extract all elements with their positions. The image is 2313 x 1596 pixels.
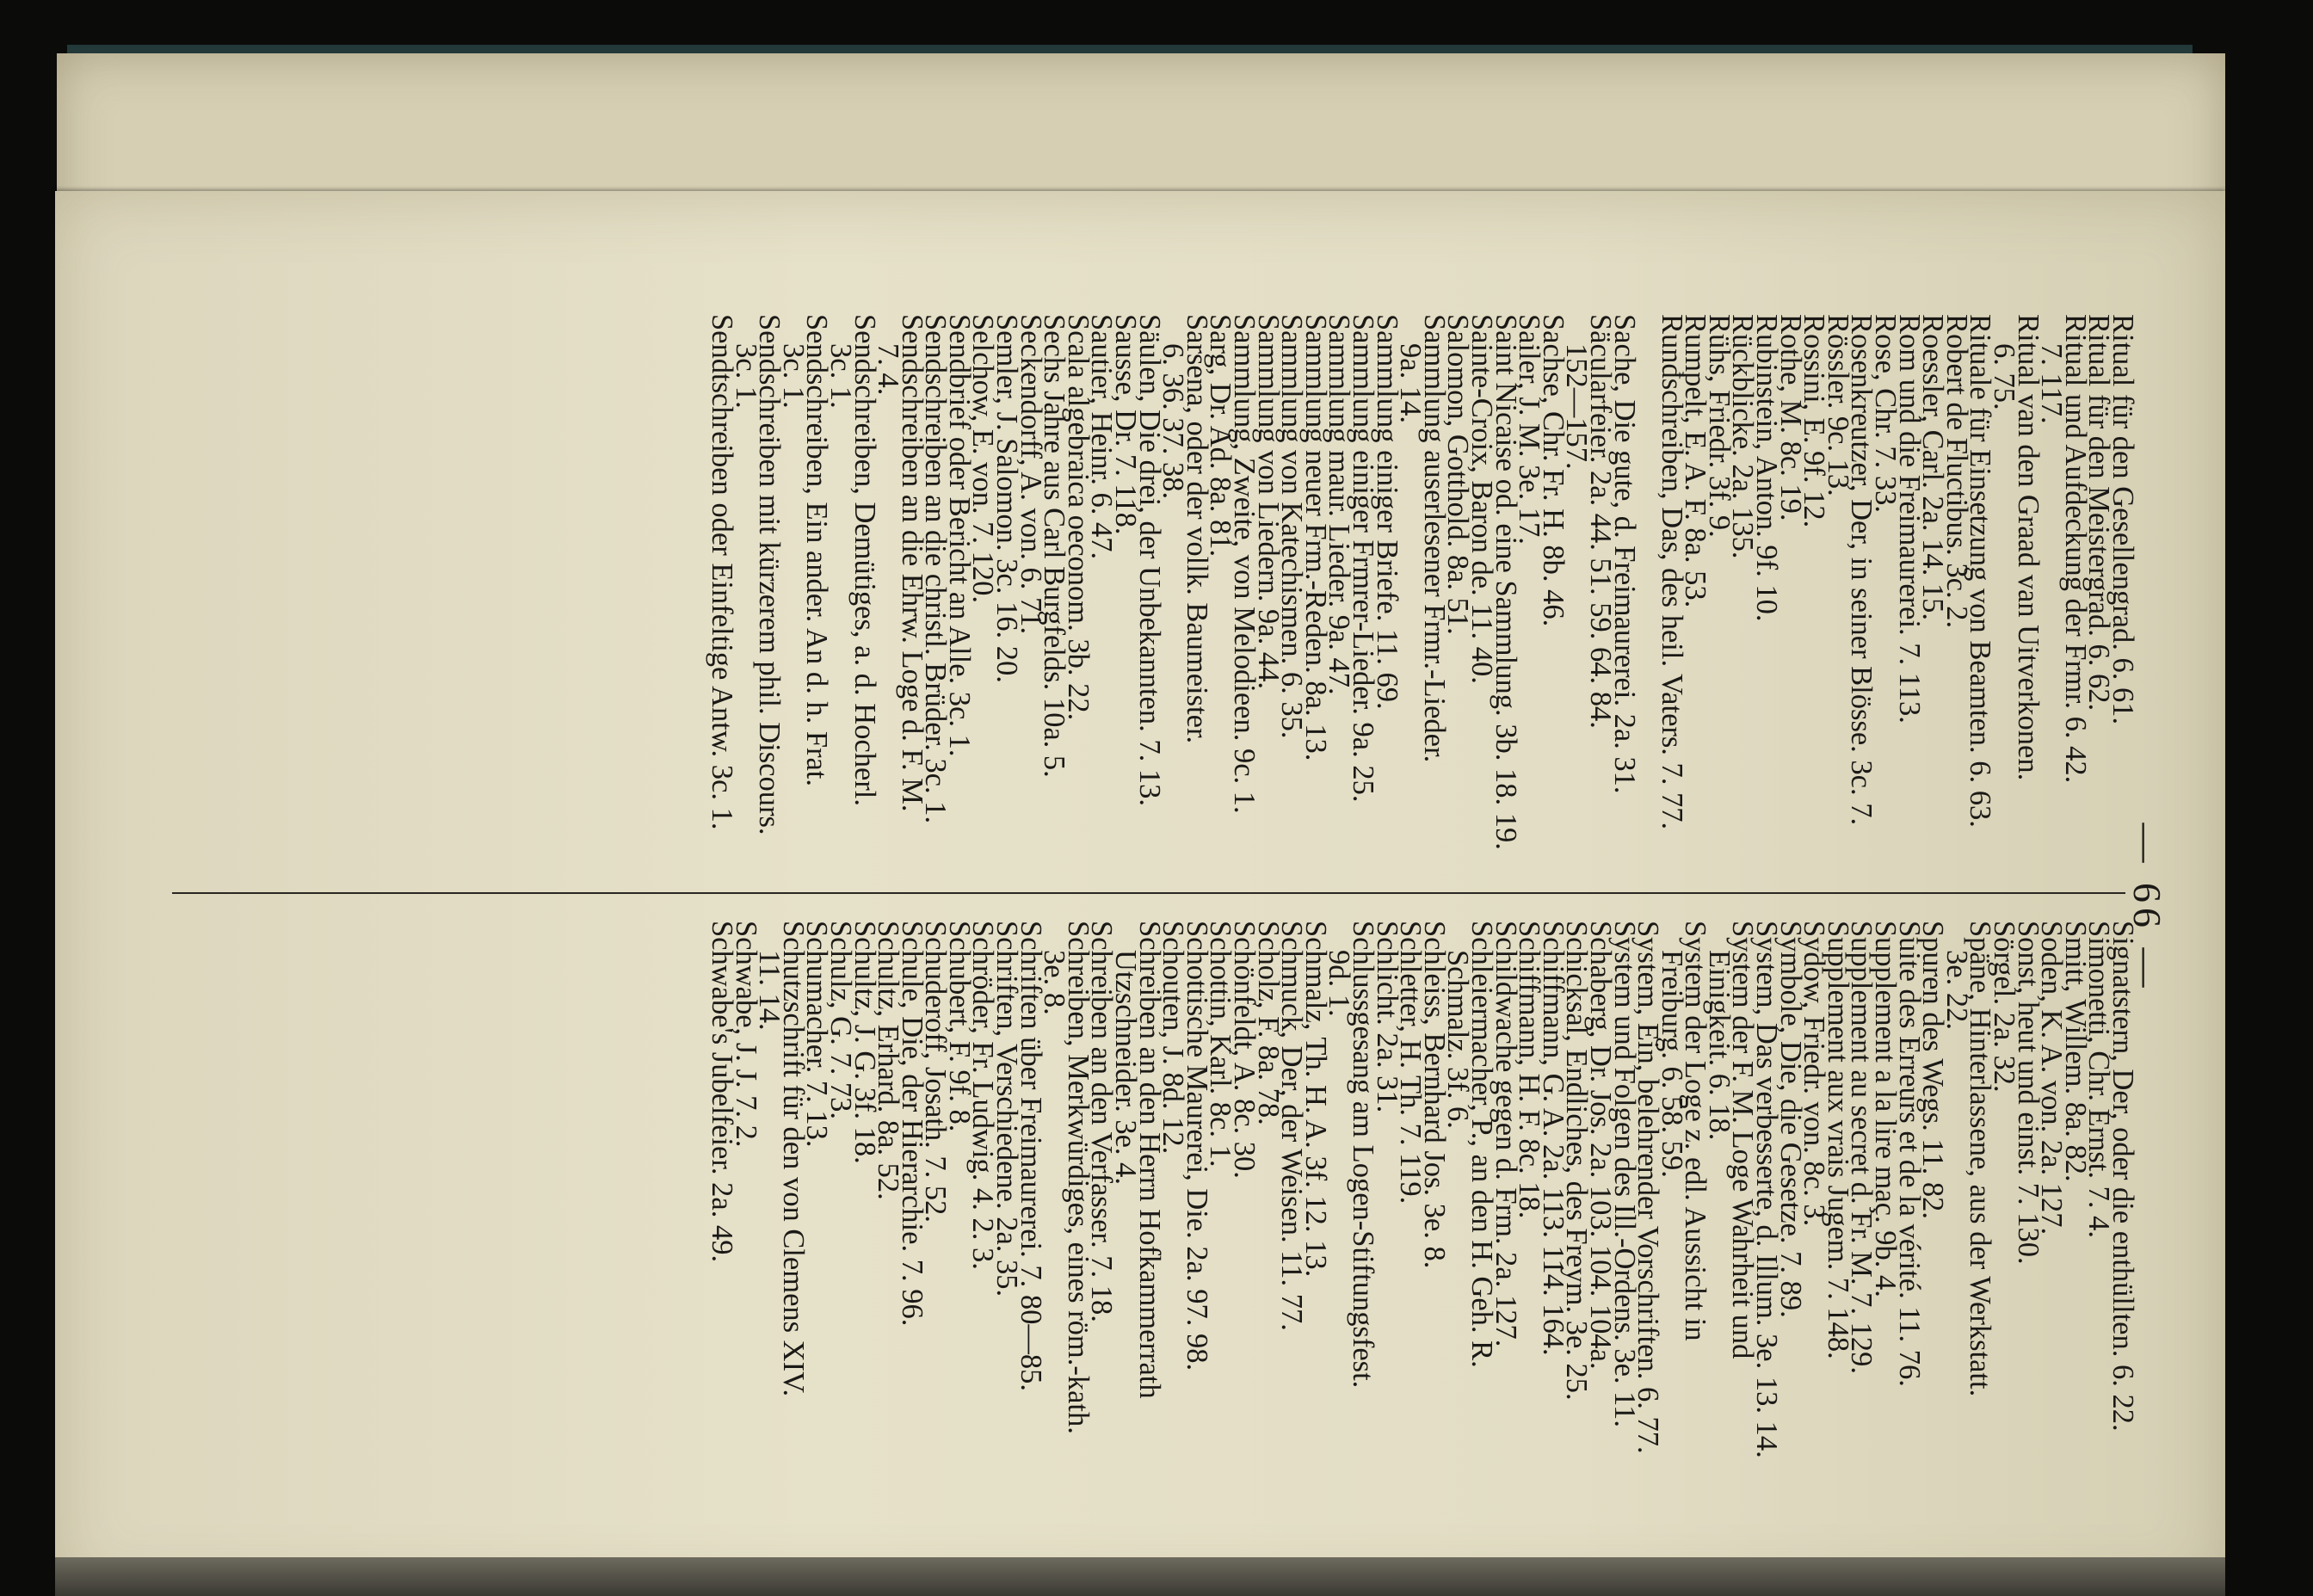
index-entry: Scala algebraica oeconom. 3b. 22. bbox=[1061, 314, 1095, 721]
index-entry: 11. 14. bbox=[753, 950, 786, 1031]
index-entry: Ritual van den Graad van Uitverkonen. bbox=[2011, 314, 2045, 781]
index-column-left bbox=[705, 314, 2139, 873]
index-entry: Sendtschreiben oder Einfeltige Antw. 3c. 1. bbox=[705, 314, 738, 830]
index-entry: Supplement a la lire maç. 9b. 4. bbox=[1869, 921, 1903, 1297]
index-entry: 3e. 22. bbox=[1940, 950, 1973, 1030]
index-entry: Schuderoff, Josath. 7. 52. bbox=[919, 921, 953, 1223]
index-entry: 7. 117. bbox=[2035, 343, 2069, 424]
index-entry: Rundschreiben, Das, des heil. Vaters. 7. 77. bbox=[1655, 314, 1688, 830]
index-entry: Simonetti, Chr. Ernst. 7. 4. bbox=[2082, 921, 2116, 1238]
index-entry: Sarsena, oder der vollk. Baumeister. bbox=[1180, 314, 1213, 744]
index-entry: 3e. 8. bbox=[1038, 950, 1071, 1015]
index-entry: Spuren des Wegs. 11. 82. bbox=[1916, 921, 1950, 1219]
page-bottom-edge bbox=[55, 1557, 2225, 1596]
index-entry: 3c. 1. bbox=[776, 343, 810, 409]
index-entry: 9a. 14. bbox=[1394, 343, 1428, 423]
index-entry: Schlussgesang am Logen-Stiftungsfest. bbox=[1347, 921, 1379, 1389]
index-entry: System und Folgen des Ill.-Ordens. 3e. 11. bbox=[1607, 921, 1641, 1427]
index-entry: 9d. 1. bbox=[1323, 950, 1356, 1017]
index-entry: Schleiss, Bernhard Jos. 3e. 8. bbox=[1417, 921, 1451, 1269]
index-entry: Rosenkreutzer, Der, in seiner Blösse. 3c. 7. bbox=[1845, 314, 1878, 826]
index-entry: Einigkeit. 6. 18. bbox=[1702, 950, 1736, 1141]
index-entry: Schumacher. 7. 13. bbox=[800, 921, 834, 1148]
column-divider bbox=[172, 892, 2125, 894]
index-entry: Ritual für den Meistergrad. 6. 62. bbox=[2082, 314, 2116, 712]
index-entry: Sammlung, Zweite, von Melodieen. 9c. 1. bbox=[1228, 314, 1261, 814]
index-entry: Schreiben an den Verfasser. 7. 18. bbox=[1085, 921, 1119, 1322]
index-entry: Sammlung von Liedern. 9a. 44. bbox=[1251, 314, 1285, 689]
index-entry: Schwabe, J. J. 7. 2. bbox=[729, 921, 762, 1148]
index-entry: Schleiermacher, P., an den H. Geh. R. bbox=[1465, 921, 1498, 1368]
index-entry: Supplement aux vrais Jugem. 7. 148. bbox=[1821, 921, 1854, 1359]
index-entry: 3c. 1. bbox=[729, 343, 762, 409]
index-entry: Rossini, E. 9f. 12. bbox=[1798, 314, 1831, 528]
index-entry: Saint Nicaise od. eine Sammlung. 3b. 18. 19. bbox=[1489, 314, 1522, 850]
index-entry: Freiburg. 6. 58. 59. bbox=[1655, 950, 1688, 1178]
index-entry: System der Loge z. edl. Aussicht in bbox=[1679, 921, 1712, 1341]
index-entry: Schultz, Erhard. 8a. 52. bbox=[872, 921, 905, 1200]
index-entry: System der F. M. Loge Wahrheit und bbox=[1726, 921, 1760, 1359]
index-entry: 3c. 1. bbox=[823, 343, 857, 409]
index-entry: Sailer, J. M. 3e. 17. bbox=[1513, 314, 1546, 545]
index-entry: Späne, Hinterlassene, aus der Werkstatt. bbox=[1964, 921, 1997, 1397]
index-entry: Schönfeldt, A. 8c. 30. bbox=[1228, 921, 1261, 1179]
index-entry: Sendschreiben an die Ehrw. Loge d. F. M. bbox=[895, 314, 928, 812]
index-entry: Schiffmann, G. A. 2a. 113. 114. 164. bbox=[1536, 921, 1570, 1356]
index-entry: Schutzschrift für den von Clemens XIV. bbox=[776, 921, 810, 1397]
index-entry: Sammlung einiger Briefe. 11. 69. bbox=[1370, 314, 1403, 710]
index-entry: Smitt, Willem. 8a. 82. bbox=[2058, 921, 2092, 1182]
index-entry: Schottische Maurerei, Die. 2a. 97. 98. bbox=[1180, 921, 1213, 1371]
index-entry: 6. 36. 37. 38. bbox=[1156, 343, 1190, 500]
index-entry: Suite des Erreurs et de la vérité. 11. 76. bbox=[1892, 921, 1926, 1387]
index-entry: Schlicht. 2a. 31. bbox=[1370, 921, 1403, 1113]
index-entry: Schicksal, Endliches, des Freym. 3e. 25. bbox=[1560, 921, 1594, 1401]
index-entry: Rumpelt, E. A. F. 8a. 53. bbox=[1679, 314, 1712, 608]
index-entry: Schriften über Freimaurerei. 7. 80—85. bbox=[1014, 921, 1047, 1392]
index-entry: Schubert, F. 9f. 8. bbox=[942, 921, 976, 1132]
index-entry: Sammlung von Katechismen. 6. 35. bbox=[1275, 314, 1309, 739]
index-entry: Sendschreiben mit kürzerem phil. Discours. bbox=[753, 314, 786, 835]
index-entry: Schwabe's Jubelfeier. 2a. 49. bbox=[705, 921, 738, 1263]
index-entry: Sausse, Dr. 7. 118. bbox=[1109, 314, 1143, 535]
index-entry: Schulz, G. 7. 73. bbox=[823, 921, 857, 1119]
index-entry: 6. 75. bbox=[1988, 343, 2021, 410]
index-entry: Sammlung auserlesener Frmr.-Lieder. bbox=[1417, 314, 1451, 763]
index-entry: Schmuck, Der, der Weisen. 11. 77. bbox=[1275, 921, 1309, 1331]
index-column-right bbox=[705, 921, 2139, 1501]
index-entry: Sautier, Heinr. 6. 47. bbox=[1085, 314, 1119, 560]
index-entry: Schultz, J. G. 3f. 18. bbox=[848, 921, 881, 1164]
index-entry: Sendbrief oder Bericht an Alle. 3c. 1. bbox=[942, 314, 976, 757]
index-entry: Schiffmann, H. F. 8c. 18. bbox=[1513, 921, 1546, 1219]
index-entry: Rose, Chr. 7. 33. bbox=[1869, 314, 1903, 513]
index-entry: Schreiben, Merkwürdiges, eines röm.-kath. bbox=[1061, 921, 1095, 1434]
index-entry: 7. 4. bbox=[872, 343, 905, 396]
index-entry: Schröder, Fr. Ludwig. 4. 2. 3. bbox=[966, 921, 1000, 1270]
index-entry: Sonst, heut und einst. 7. 130. bbox=[2011, 921, 2045, 1265]
index-entry: Schmalz, Th. H. A. 3f. 12. 13. bbox=[1298, 921, 1332, 1278]
index-entry: Schouten, J. 8d. 12. bbox=[1156, 921, 1190, 1155]
index-entry: Schildwache gegen d. Frm. 2a. 127. bbox=[1489, 921, 1522, 1347]
index-entry: Schriften, Verschiedene. 2a. 35. bbox=[990, 921, 1024, 1297]
index-entry: Sendschreiben, Ein ander. An d. h. Frat. bbox=[800, 314, 834, 787]
index-entry: Roessler, Carl. 2a. 14. 15. bbox=[1916, 314, 1950, 621]
index-entry: Robert de Fluctibus. 3c. 2. bbox=[1940, 314, 1973, 629]
index-entry: Rubinstein, Anton. 9f. 10. bbox=[1750, 314, 1784, 622]
index-entry: Sache, Die gute, d. Freimaurerei. 2a. 31. bbox=[1607, 314, 1641, 794]
index-entry: Semler, J. Salomon. 3c. 16. 20. bbox=[990, 314, 1024, 683]
index-entry: System, Das verbesserte, d. Illum. 3e. 13. 14. bbox=[1750, 921, 1784, 1458]
index-entry: Rühs, Friedr. 3f. 9. bbox=[1702, 314, 1736, 538]
index-entry: Symbole, Die, die Gesetze. 7. 89. bbox=[1773, 921, 1807, 1318]
index-entry: Scholz, F. 8a. 78. bbox=[1251, 921, 1285, 1125]
rotated-text-block bbox=[172, 314, 2169, 1501]
index-entry: Utzschneider. 3e. 4. bbox=[1109, 950, 1143, 1186]
index-entry: Salomon, Gotthold. 8a. 51. bbox=[1441, 314, 1475, 635]
index-entry: Soden, K. A. von. 2a. 127. bbox=[2035, 921, 2069, 1236]
page-number: — 66 — bbox=[2125, 823, 2169, 993]
index-entry: Sammlung einiger Frmrer-Lieder. 9a. 25. bbox=[1347, 314, 1379, 803]
index-entry: Rom und die Freimaurerei. 7. 113. bbox=[1892, 314, 1926, 724]
index-entry: Schreiben an den Herrn Hofkammerrath bbox=[1132, 921, 1166, 1399]
index-entry: Seckendorff, A. von. 6. 71. bbox=[1014, 314, 1047, 635]
index-entry: 152—157. bbox=[1560, 343, 1594, 470]
index-entry: Sachse, Chr. Fr. H. 8b. 46. bbox=[1536, 314, 1570, 627]
index-entry: Sechs Jahre aus Carl Burgfelds. 10a. 5. bbox=[1038, 314, 1071, 778]
index-entry: Schaberg, Dr. Jos. 2a. 103. 104. 104a. bbox=[1583, 921, 1617, 1370]
index-entry: Selchow, E. von. 7. 120. bbox=[966, 314, 1000, 604]
index-entry: System, Ein, belehrender Vorschriften. 6. 77. bbox=[1631, 921, 1665, 1454]
index-entry: Schmalz. 3f. 6. bbox=[1441, 950, 1475, 1129]
index-entry: Rössler. 9c. 13. bbox=[1821, 314, 1854, 496]
index-entry: Säcularfeier. 2a. 44. 51. 59. 64. 84. bbox=[1583, 314, 1617, 729]
index-entry: Sarg, Dr. Ad. 8a. 81. bbox=[1204, 314, 1237, 558]
index-entry: Sörgel. 2a. 32. bbox=[1988, 921, 2021, 1093]
index-entry: Sydow, Friedr. von. 8c. 3. bbox=[1798, 921, 1831, 1227]
index-entry: Säulen, Die drei, der Unbekannten. 7. 13. bbox=[1132, 314, 1166, 806]
index-entry: Ritual für den Gesellengrad. 6. 61. bbox=[2106, 314, 2139, 725]
index-entry: Ritual und Aufdeckung der Frmr. 6. 42. bbox=[2058, 314, 2092, 784]
index-entry: Sendschreiben an die christl. Brüder. 3c. 1. bbox=[919, 314, 953, 824]
index-entry: Sainte-Croix, Baron de. 11. 40. bbox=[1465, 314, 1498, 684]
index-entry: Sammlung maur. Lieder. 9a. 47. bbox=[1323, 314, 1356, 695]
index-entry: Rückblicke. 2a. 135. bbox=[1726, 314, 1760, 559]
index-entry: Supplement au secret d. Fr. M. 7. 129. bbox=[1845, 921, 1878, 1375]
index-entry: Rituale für Einsetzung von Beamten. 6. 63. bbox=[1964, 314, 1997, 828]
index-entry: Sammlung neuer Frm.-Reden. 8a. 13. bbox=[1298, 314, 1332, 761]
index-entry: Schletter, H. Th. 7. 119. bbox=[1394, 921, 1428, 1205]
index-entry: Schule, Die, der Hierarchie. 7. 96. bbox=[895, 921, 928, 1327]
index-entry: Signatstern, Der, oder die enthüllten. 6. 22. bbox=[2106, 921, 2139, 1432]
index-entry: Rothe, M. 8c. 19. bbox=[1773, 314, 1807, 521]
index-entry: Schottin, Karl. 8c. 1. bbox=[1204, 921, 1237, 1168]
index-entry: Sendschreiben, Demütiges, a. d. Hocherl. bbox=[848, 314, 881, 806]
